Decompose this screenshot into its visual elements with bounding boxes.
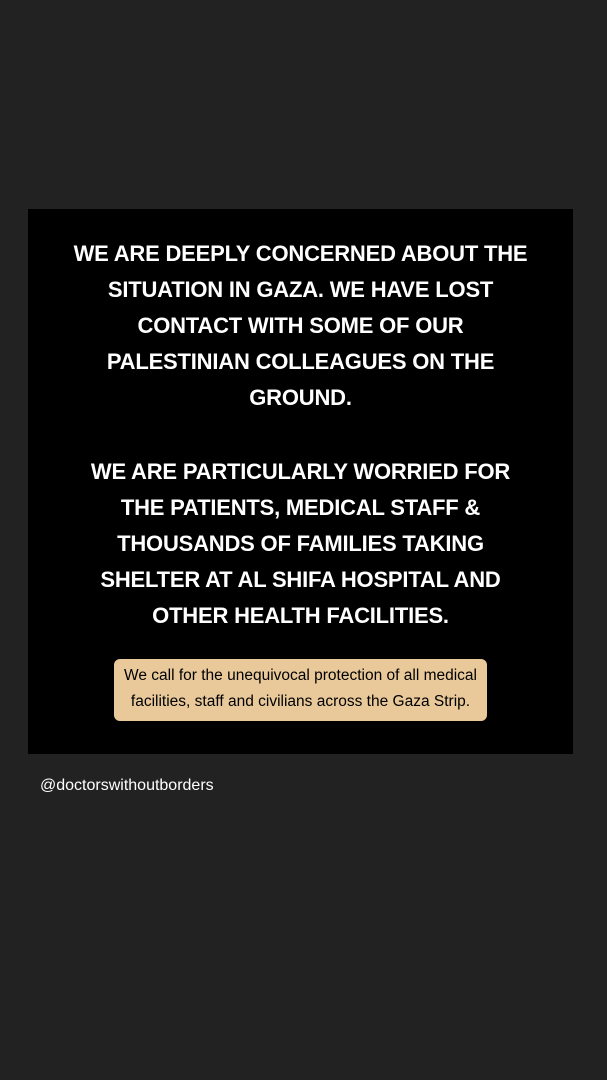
- statement-paragraph-worry: WE ARE PARTICULARLY WORRIED FOR THE PATIENTS, MEDICAL STAFF & THOUSANDS OF FAMILIES TAKING SHELTER AT AL SHIFA HOSPITAL AND OTHER HEALTH FACILITIES.: [90, 459, 511, 628]
- statement-paragraph-concern: WE ARE DEEPLY CONCERNED ABOUT THE SITUATION IN GAZA. WE HAVE LOST CONTACT WITH SOME OF OUR PALESTINIAN COLLEAGUES ON THE GROUND.: [73, 241, 528, 410]
- mention-sticker[interactable]: @doctorswithoutborders: [40, 777, 214, 794]
- call-to-action-highlight: We call for the unequivocal protection of all medical facilities, staff and civilians across the Gaza Strip.: [114, 659, 487, 721]
- statement-card: [28, 209, 573, 754]
- call-to-action-wrapper: [28, 659, 573, 721]
